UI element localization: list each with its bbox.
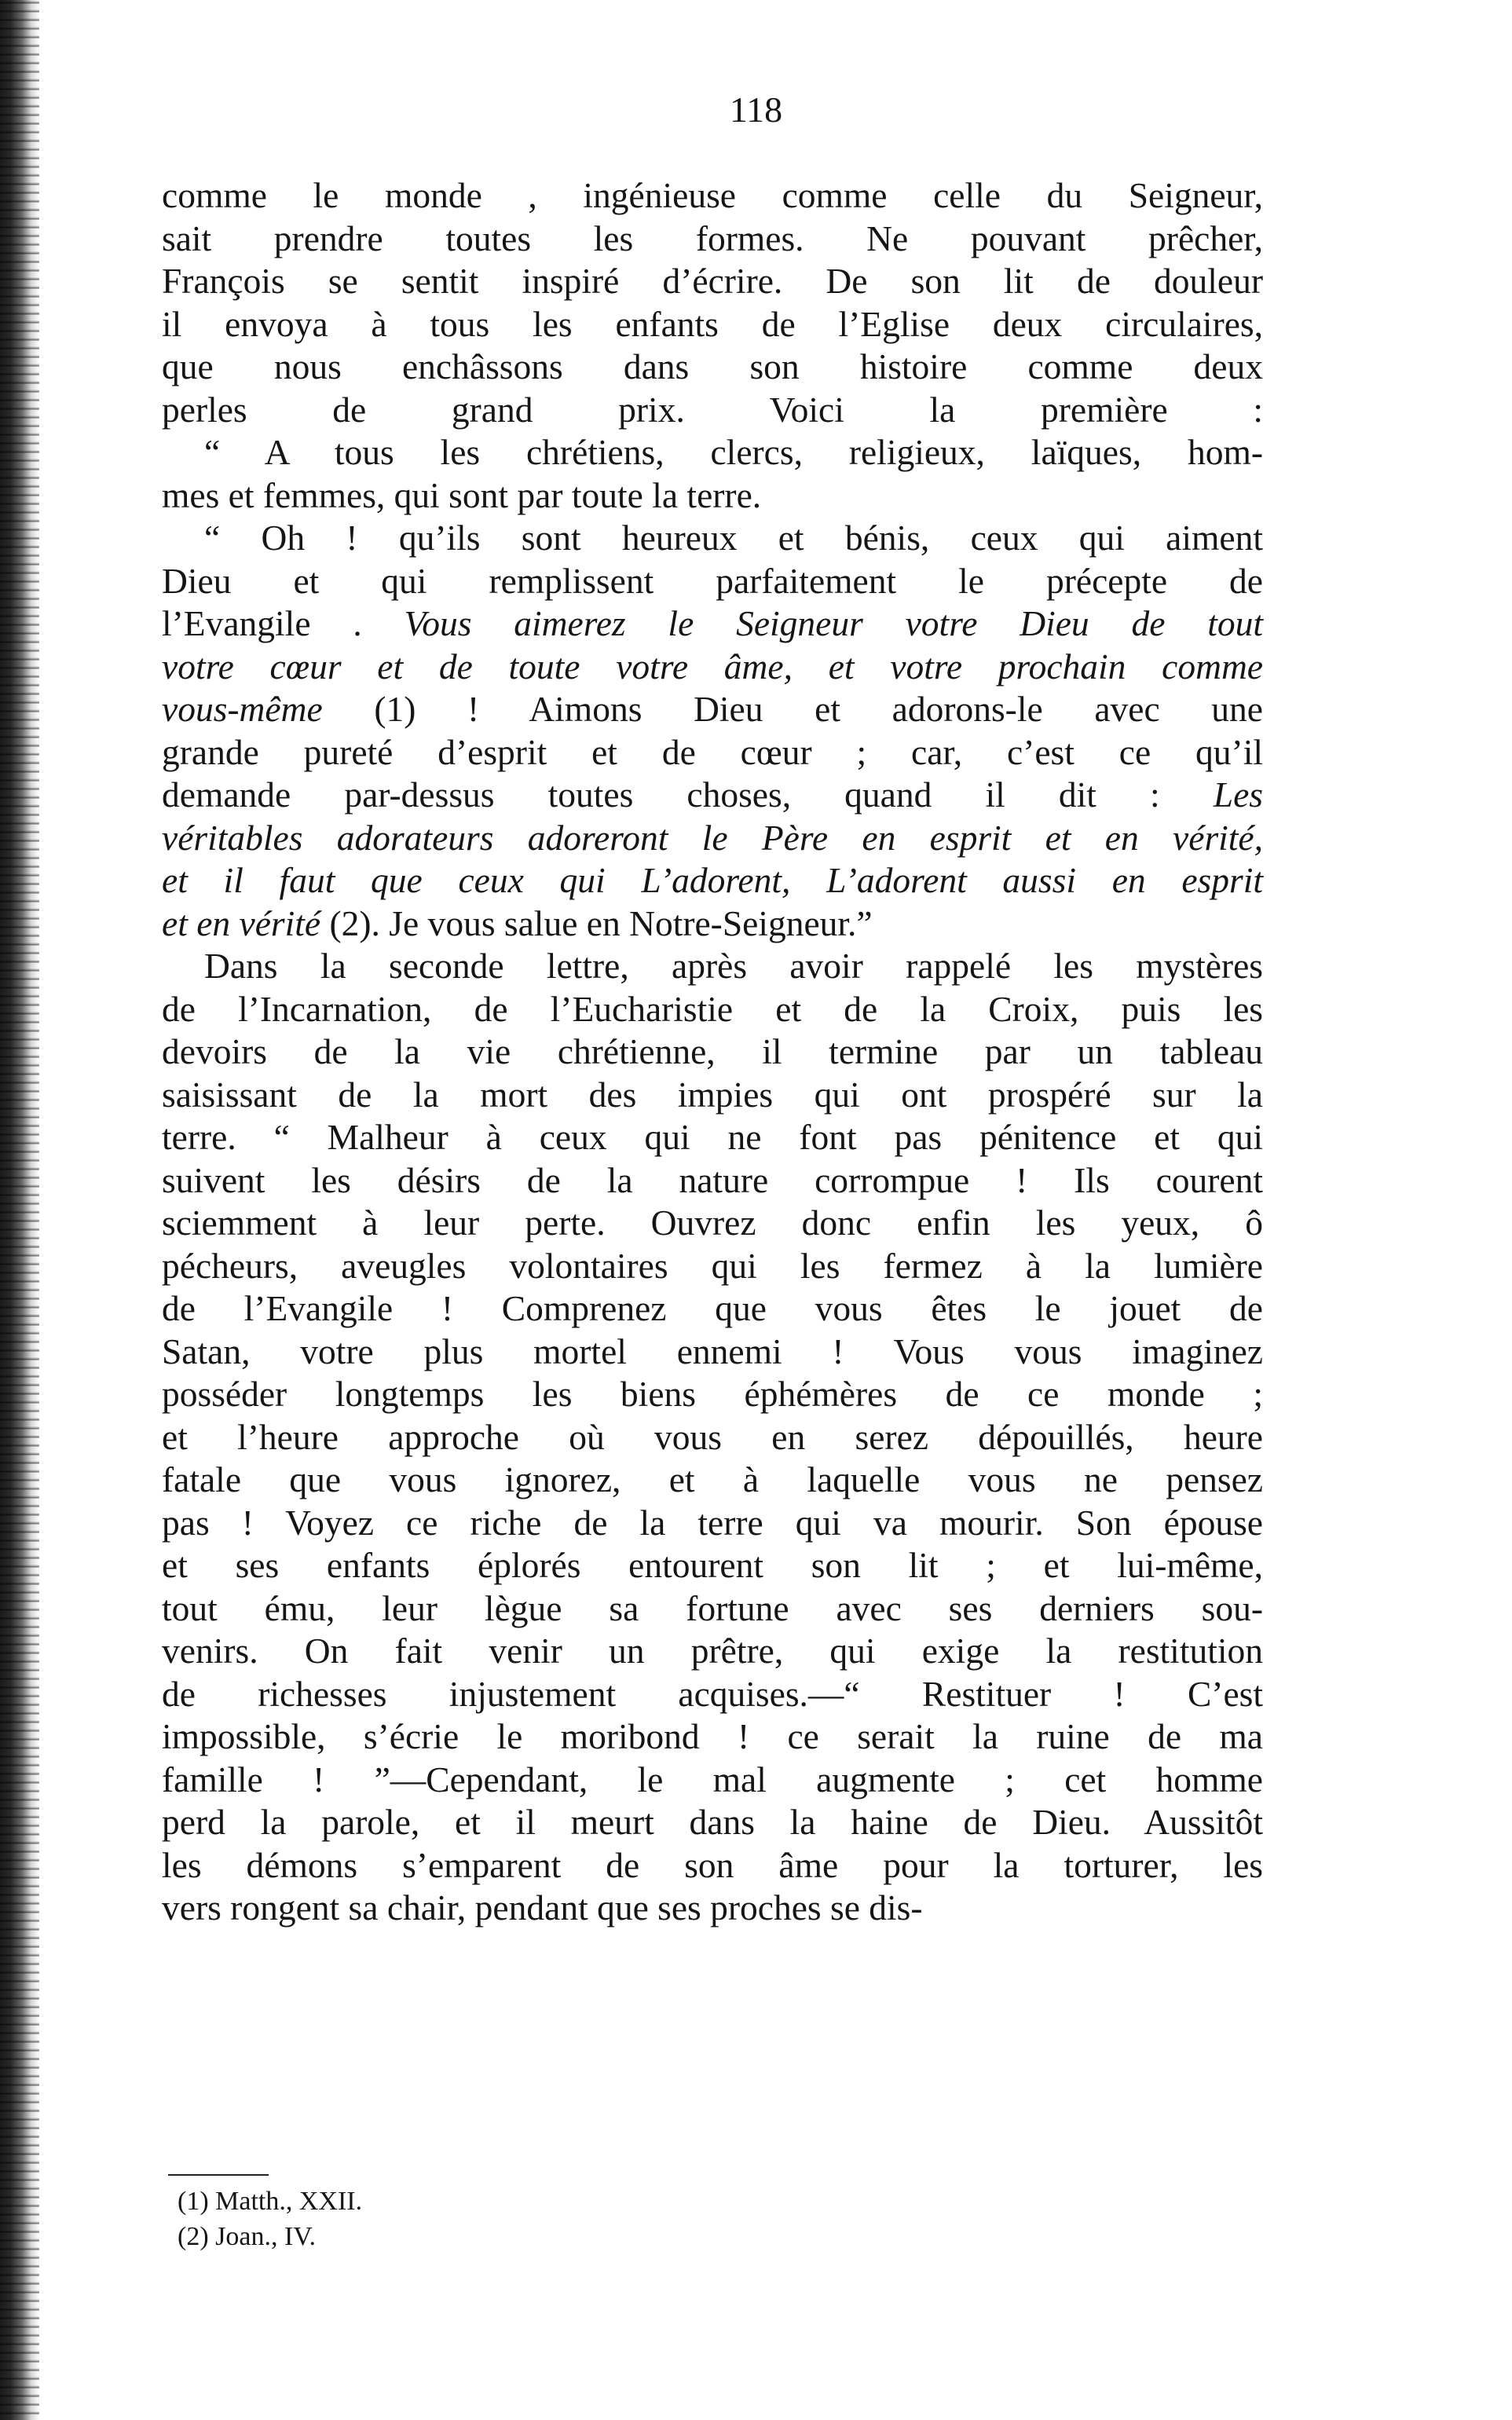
text-line [162,1116,1263,1159]
text-line [162,1031,1263,1074]
text-run: l’Evangile . [162,603,405,643]
text-run: vers rongent sa chair, pendant que ses proches se dis- [162,1887,923,1928]
text-line [162,1202,1263,1245]
text-line [162,774,1263,817]
text-run: Dans la seconde lettre, après avoir rappelé les mystères [204,946,1263,986]
text-line [162,1759,1263,1802]
text-run: perles de grand prix. Voici la première : [162,389,1263,430]
text-line [162,1373,1263,1416]
italic-text-run: Vous aimerez le Seigneur votre Dieu de tout [404,603,1263,643]
text-run: “ A tous les chrétiens, clercs, religieux, laïques, hom- [204,432,1263,472]
text-line [162,1844,1263,1887]
text-run: fatale que vous ignorez, et à laquelle vous ne pensez [162,1459,1263,1499]
text-run: suivent les désirs de la nature corrompue ! Ils courent [162,1159,1263,1200]
text-line [162,1715,1263,1759]
text-run: de l’Incarnation, de l’Eucharistie et de la Croix, puis les [162,988,1263,1029]
page-number: 118 [729,90,783,130]
text-run: et ses enfants éplorés entourent son lit ; et lui-même, [162,1545,1263,1585]
text-run: Satan, votre plus mortel ennemi ! Vous vous imaginez [162,1331,1263,1371]
text-run: impossible, s’écrie le moribond ! ce serait la ruine de ma [162,1716,1263,1756]
text-line [162,988,1263,1031]
text-line [162,1331,1263,1374]
text-run: pas ! Voyez ce riche de la terre qui va mourir. Son épouse [162,1502,1263,1543]
text-run: famille ! ”—Cependant, le mal augmente ; cet homme [162,1759,1263,1799]
text-line [162,1159,1263,1203]
text-line [162,1459,1263,1502]
text-line [162,431,1263,474]
italic-text-run: votre cœur et de toute votre âme, et votre prochain comme [162,646,1263,686]
text-run: il envoya à tous les enfants de l’Eglise deux circulaires, [162,303,1263,344]
footnotes [178,2184,362,2254]
text-line [162,1245,1263,1288]
text-run: devoirs de la vie chrétienne, il termine par un tableau [162,1031,1263,1071]
text-line [162,817,1263,860]
text-run: tout ému, leur lègue sa fortune avec ses derniers sou- [162,1587,1263,1628]
text-run: venirs. On fait venir un prêtre, qui exige la restitution [162,1631,1263,1671]
text-run: François se sentit inspiré d’écrire. De son lit de douleur [162,261,1263,301]
text-run: de richesses injustement acquises.—“ Restituer ! C’est [162,1673,1263,1714]
text-line [162,731,1263,774]
italic-text-run: et en vérité [162,902,321,943]
italic-text-run: et il faut que ceux qui L’adorent, L’adorent aussi en esprit [162,860,1263,900]
text-line [162,1074,1263,1117]
text-line [162,1887,1263,1930]
text-line [162,260,1263,303]
text-run: “ Oh ! qu’ils sont heureux et bénis, ceux qui aiment [204,518,1263,558]
text-line [162,859,1263,902]
text-line [162,1416,1263,1459]
text-run: mes et femmes, qui sont par toute la terre. [162,474,762,515]
text-line [162,1801,1263,1844]
text-run: (1) ! Aimons Dieu et adorons-le avec une [322,689,1263,729]
text-line [162,1544,1263,1587]
text-line [162,1587,1263,1631]
text-line [162,945,1263,988]
text-run: sciemment à leur perte. Ouvrez donc enfin les yeux, ô [162,1203,1263,1243]
text-run: sait prendre toutes les formes. Ne pouvant prêcher, [162,218,1263,258]
italic-text-run: Les [1213,774,1263,815]
text-line [162,646,1263,689]
text-run: Dieu et qui remplissent parfaitement le précepte de [162,560,1263,601]
text-line [162,1630,1263,1673]
body-text [162,174,1263,1930]
text-line [162,688,1263,731]
text-line [162,389,1263,432]
footnote-divider [168,2174,269,2176]
text-run: terre. “ Malheur à ceux qui ne font pas pénitence et qui [162,1117,1263,1157]
text-line [162,1502,1263,1545]
text-run: comme le monde , ingénieuse comme celle du Seigneur, [162,175,1263,215]
text-line [162,517,1263,560]
text-run: de l’Evangile ! Comprenez que vous êtes le jouet de [162,1288,1263,1328]
text-line [162,902,1263,946]
text-run: pécheurs, aveugles volontaires qui les fermez à la lumière [162,1245,1263,1286]
text-run: saisissant de la mort des impies qui ont prospéré sur la [162,1074,1263,1115]
text-line [162,303,1263,346]
text-line [162,1287,1263,1331]
text-run: perd la parole, et il meurt dans la haine de Dieu. Aussitôt [162,1802,1263,1842]
text-run: grande pureté d’esprit et de cœur ; car, c’est ce qu’il [162,731,1263,772]
text-run: que nous enchâssons dans son histoire comme deux [162,346,1263,386]
text-line [162,474,1263,518]
text-run: posséder longtemps les biens éphémères de ce monde ; [162,1374,1263,1414]
italic-text-run: véritables adorateurs adoreront le Père en esprit et en vérité, [162,817,1263,858]
text-run: et l’heure approche où vous en serez dépouillés, heure [162,1416,1263,1457]
italic-text-run: vous-même [162,689,323,729]
page-binding-edge [0,0,39,2420]
text-line [162,602,1263,646]
footnote-1: (1) Matth., XXII. [178,2187,363,2216]
text-line [162,174,1263,218]
footnote-2: (2) Joan., IV. [178,2222,316,2251]
text-line [162,346,1263,389]
text-line [162,560,1263,603]
text-run: les démons s’emparent de son âme pour la torturer, les [162,1844,1263,1885]
text-run: (2). Je vous salue en Notre-Seigneur.” [320,902,873,943]
text-run: demande par-dessus toutes choses, quand il dit : [162,774,1214,815]
text-line [162,1673,1263,1716]
text-line [162,218,1263,261]
